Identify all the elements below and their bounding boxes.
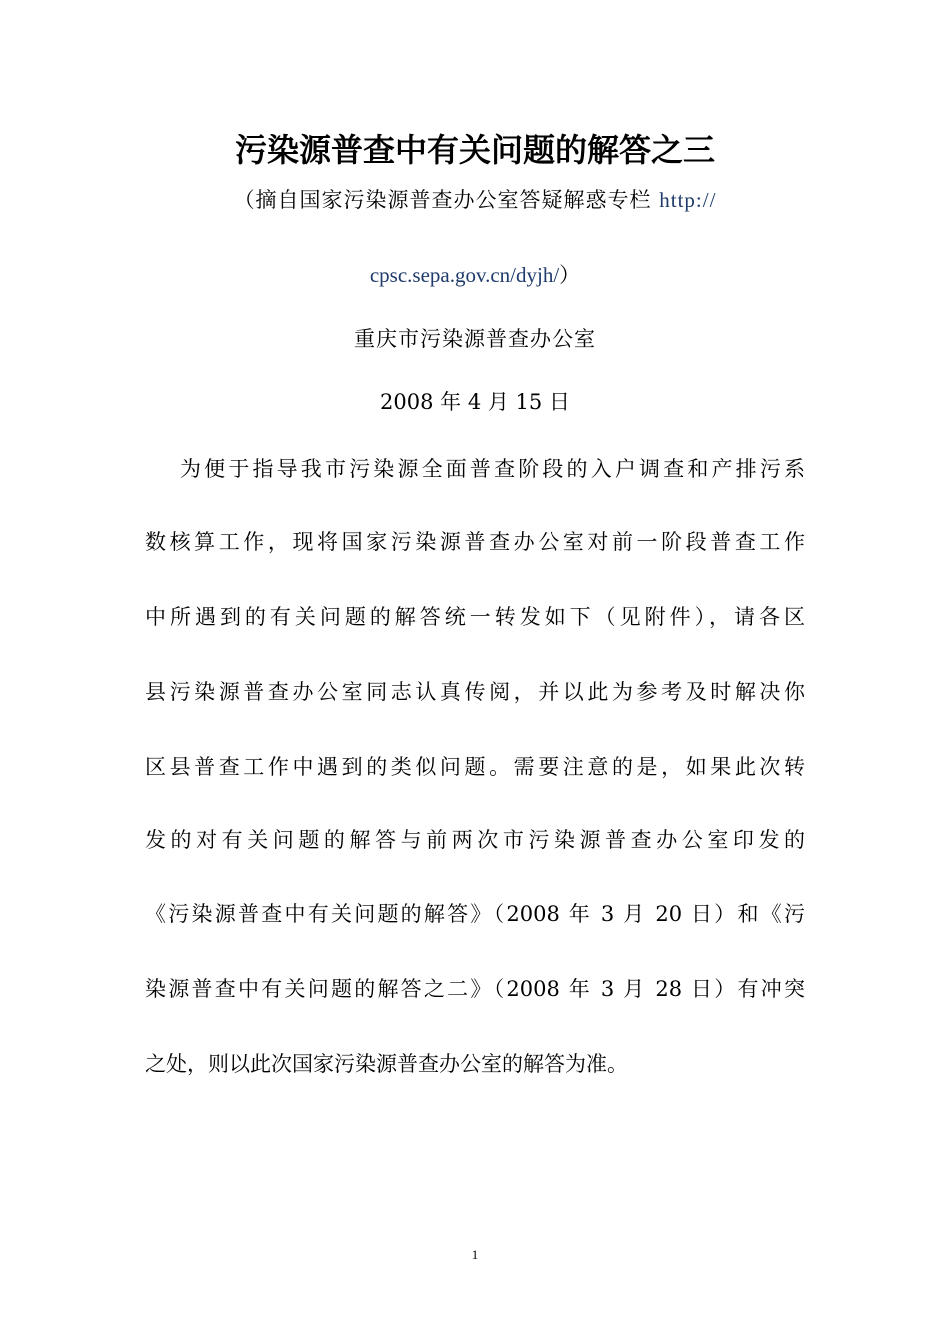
body-line-9: 之处，则以此次国家污染源普查办公室的解答为准。 xyxy=(145,1052,628,1076)
issuing-office: 重庆市污染源普查办公室 xyxy=(354,327,596,351)
body-line-1: 为便于指导我市污染源全面普查阶段的入户调查和产排污系 xyxy=(180,457,805,481)
source-link-part1[interactable]: http:// xyxy=(659,188,717,212)
source-line-continued xyxy=(0,258,950,292)
document-title: 污染源普查中有关问题的解答之三 xyxy=(234,131,715,169)
page-number: 1 xyxy=(471,1247,479,1262)
body-line-6: 发的对有关问题的解答与前两次市污染源普查办公室印发的 xyxy=(145,828,805,852)
body-line-7: 《污染源普查中有关问题的解答》（2008 年 3 月 20 日）和《污 xyxy=(145,902,805,926)
body-line-4: 县污染源普查办公室同志认真传阅，并以此为参考及时解决你 xyxy=(145,680,805,704)
source-line xyxy=(0,183,950,217)
body-line-2: 数核算工作，现将国家污染源普查办公室对前一阶段普查工作 xyxy=(145,530,805,554)
source-suffix: ） xyxy=(559,263,581,287)
body-line-3: 中所遇到的有关问题的解答统一转发如下（见附件），请各区 xyxy=(145,605,805,629)
source-link-part2[interactable]: cpsc.sepa.gov.cn/dyjh/ xyxy=(369,263,560,287)
body-line-5: 区县普查工作中遇到的类似问题。需要注意的是，如果此次转 xyxy=(145,755,805,779)
body-line-8: 染源普查中有关问题的解答之二》（2008 年 3 月 28 日）有冲突 xyxy=(145,977,805,1001)
source-prefix: （摘自国家污染源普查办公室答疑解惑专栏 xyxy=(233,188,660,212)
issue-date: 2008 年 4 月 15 日 xyxy=(380,390,570,414)
